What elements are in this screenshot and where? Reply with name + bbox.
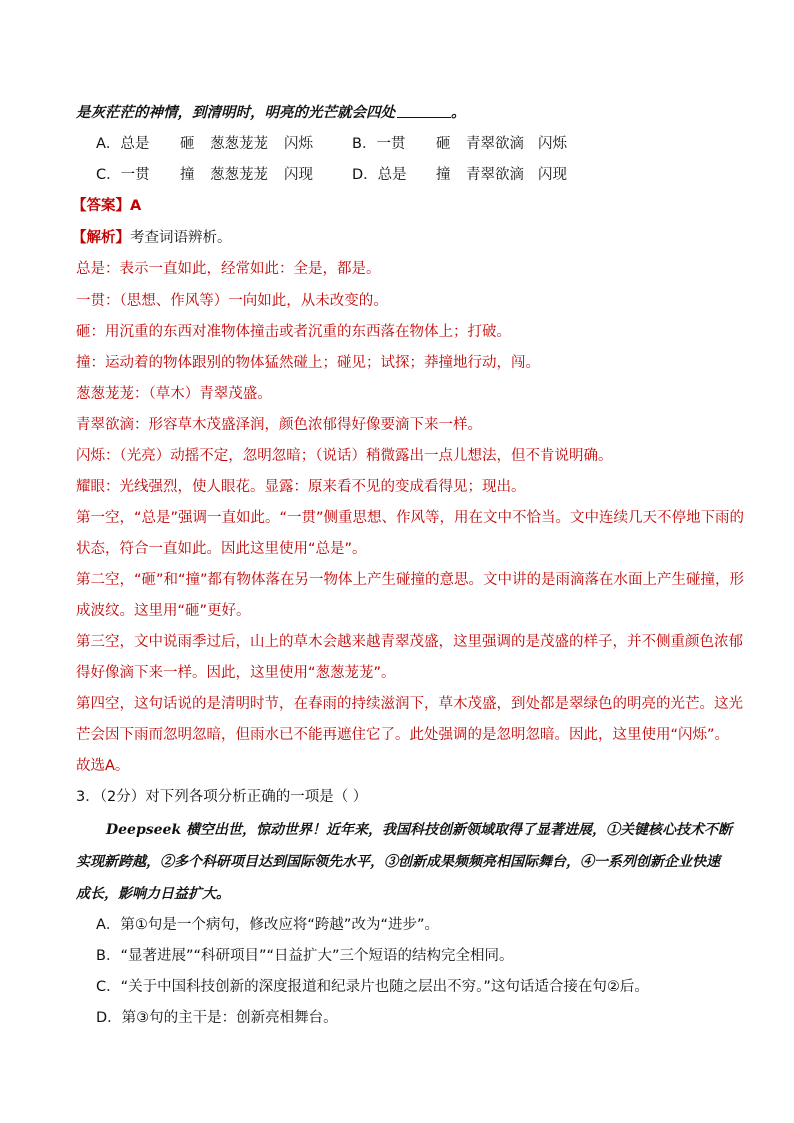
option-c-label: C．一贯 — [96, 167, 150, 183]
analysis-line: 状态，符合一直如此。因此这里使用“总是”。 — [76, 541, 367, 557]
q3-option-c: C．“关于中国科技创新的深度报道和纪录片也随之层出不穷。”这句话适合接在句②后。 — [96, 979, 649, 995]
analysis-line: 成波纹。这里用“砸”更好。 — [76, 603, 251, 619]
option-b-word3: 青翠欲滴 — [466, 136, 524, 152]
analysis-tag: 【解析】 — [72, 230, 130, 246]
analysis-line: 一贯：（思想、作风等）一向如此，从未改变的。 — [76, 293, 388, 309]
option-a-word2: 砸 — [180, 136, 195, 152]
option-b-word4: 闪烁 — [538, 136, 567, 152]
passage-line: 实现新跨越，②多个科研项目达到国际领先水平，③创新成果频频亮相国际舞台，④一系列创新企业快速 — [76, 854, 720, 870]
option-d-word2: 撞 — [436, 167, 451, 183]
analysis-line: 青翠欲滴：形容草木茂盛泽润，颜色浓郁得好像要滴下来一样。 — [76, 417, 482, 433]
analysis-line: 第四空，这句话说的是清明时节，在春雨的持续滋润下，草木茂盛，到处都是翠绿色的明亮的光芒。这光 — [76, 696, 743, 712]
answer-tag: 【答案】 — [72, 198, 130, 214]
question-stem-tail — [76, 103, 734, 123]
option-c-word2: 撞 — [180, 167, 195, 183]
q3-option-a: A．第①句是一个病句，修改应将“跨越”改为“进步”。 — [96, 917, 439, 933]
answer-blank — [397, 103, 451, 118]
option-d-word3: 青翠欲滴 — [466, 167, 524, 183]
question-3-stem: 3．（2分）对下列各项分析正确的一项是（ ） — [76, 789, 368, 805]
passage-line: 成长，影响力日益扩大。 — [76, 886, 230, 902]
q3-option-b: B．“显著进展”“科研项目”“日益扩大”三个短语的结构完全相同。 — [96, 948, 514, 964]
q3-option-d: D．第③句的主干是：创新亮相舞台。 — [96, 1010, 338, 1026]
option-a-label: A．总是 — [96, 136, 150, 152]
option-a-word4: 闪烁 — [284, 136, 313, 152]
analysis-line: 撞：运动着的物体跟别的物体猛然碰上；碰见；试探；莽撞地行动，闯。 — [76, 355, 540, 371]
analysis-line: 第二空，“砸”和“撞”都有物体落在另一物体上产生碰撞的意思。文中讲的是雨滴落在水面上产生碰撞，形 — [76, 572, 745, 588]
analysis-line: 葱葱茏茏：（草木）青翠茂盛。 — [76, 386, 272, 402]
analysis-line: 第一空，“总是”强调一直如此。“一贯”侧重思想、作风等，用在文中不恰当。文中连续几天不停地下雨的 — [76, 510, 745, 526]
analysis-line: 砸：用沉重的东西对准物体撞击或者沉重的东西落在物体上；打破。 — [76, 324, 511, 340]
analysis-line: 总是：表示一直如此，经常如此：全是，都是。 — [76, 261, 381, 277]
option-d-label: D．总是 — [352, 167, 407, 183]
option-d-word4: 闪现 — [538, 167, 567, 183]
option-b-word2: 砸 — [436, 136, 451, 152]
analysis-intro: 考查词语辨析。 — [130, 230, 232, 246]
analysis-line: 第三空，文中说雨季过后，山上的草木会越来越青翠茂盛，这里强调的是茂盛的样子，并不侧重颜色浓郁 — [76, 634, 743, 650]
stem-end-text: 。 — [451, 104, 466, 121]
analysis-line: 芒会因下雨而忽明忽暗，但雨水已不能再遮住它了。此处强调的是忽明忽暗。因此，这里使用“闪烁”。 — [76, 727, 730, 743]
answer-value: A — [130, 198, 142, 214]
analysis-line: 闪烁：（光亮）动摇不定，忽明忽暗；（说话）稍微露出一点儿想法，但不肯说明确。 — [76, 448, 613, 464]
analysis-intro-line — [72, 228, 734, 248]
answer-line — [72, 196, 734, 216]
stem-tail-text: 是灰茫茫的神情，到清明时，明亮的光芒就会四处 — [76, 104, 395, 121]
option-c-word4: 闪现 — [284, 167, 313, 183]
analysis-line: 耀眼：光线强烈，使人眼花。显露：原来看不见的变成看得见；现出。 — [76, 479, 526, 495]
option-c-word3: 葱葱茏茏 — [210, 167, 268, 183]
passage-line: Deepseek 横空出世，惊动世界！近年来，我国科技创新领域取得了显著进展，①关键核心技术不断 — [106, 822, 733, 838]
option-b-label: B．一贯 — [352, 136, 406, 152]
analysis-line: 故选A。 — [76, 758, 130, 774]
analysis-line: 得好像滴下来一样。因此，这里使用“葱葱茏茏”。 — [76, 665, 396, 681]
option-a-word3: 葱葱茏茏 — [210, 136, 268, 152]
